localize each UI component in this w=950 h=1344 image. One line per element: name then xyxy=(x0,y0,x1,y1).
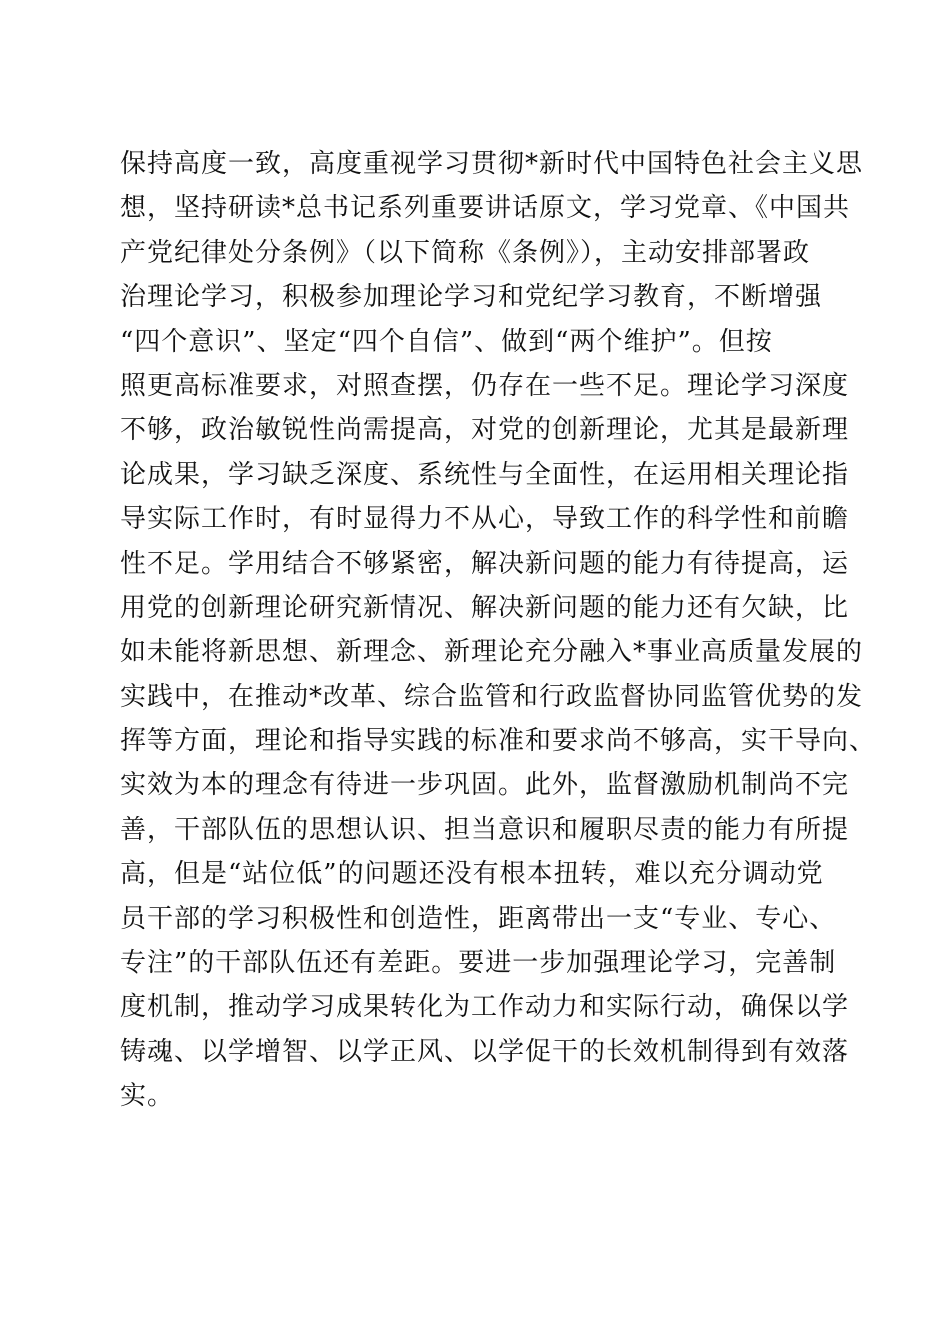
text-line: 想，坚持研读*总书记系列重要讲话原文，学习党章、《中国共 xyxy=(120,193,851,224)
text-line: 实效为本的理念有待进一步巩固。此外，监督激励机制尚不完 xyxy=(120,770,850,801)
text-line: 性不足。学用结合不够紧密，解决新问题的能力有待提高，运 xyxy=(120,548,850,579)
text-line: 专注”的干部队伍还有差距。要进一步加强理论学习，完善制 xyxy=(120,948,837,979)
text-line: 导实际工作时，有时显得力不从心，导致工作的科学性和前瞻 xyxy=(120,504,850,535)
text-line: 善，干部队伍的思想认识、担当意识和履职尽责的能力有所提 xyxy=(120,814,850,845)
text-line: 实。 xyxy=(120,1081,175,1112)
text-line: 员干部的学习积极性和创造性，距离带出一支“专业、专心、 xyxy=(120,903,837,934)
text-line: 用党的创新理论研究新情况、解决新问题的能力还有欠缺，比 xyxy=(120,592,850,623)
text-line: 铸魂、以学增智、以学正风、以学促干的长效机制得到有效落 xyxy=(120,1036,850,1067)
text-line: 照更高标准要求，对照查摆，仍存在一些不足。理论学习深度 xyxy=(120,370,850,401)
text-line: “四个意识”、坚定“四个自信”、做到“两个维护”。但按 xyxy=(120,326,773,357)
text-line: 实践中，在推动*改革、综合监管和行政监督协同监管优势的发 xyxy=(120,681,864,712)
text-line: 产党纪律处分条例》（以下简称《条例》），主动安排部署政 xyxy=(120,237,811,268)
text-line: 如未能将新思想、新理念、新理论充分融入*事业高质量发展的 xyxy=(120,637,864,668)
text-line: 治理论学习，积极参加理论学习和党纪学习教育，不断增强 xyxy=(120,282,823,313)
text-line: 度机制，推动学习成果转化为工作动力和实际行动，确保以学 xyxy=(120,992,850,1023)
text-line: 挥等方面，理论和指导实践的标准和要求尚不够高，实干导向、 xyxy=(120,726,877,757)
text-line: 高，但是“站位低”的问题还没有根本扭转，难以充分调动党 xyxy=(120,859,824,890)
text-line: 不够，政治敏锐性尚需提高，对党的创新理论，尤其是最新理 xyxy=(120,415,850,446)
text-line: 论成果，学习缺乏深度、系统性与全面性，在运用相关理论指 xyxy=(120,459,850,490)
body-paragraph xyxy=(120,142,877,1119)
text-line: 保持高度一致，高度重视学习贯彻*新时代中国特色社会主义思 xyxy=(120,149,864,179)
